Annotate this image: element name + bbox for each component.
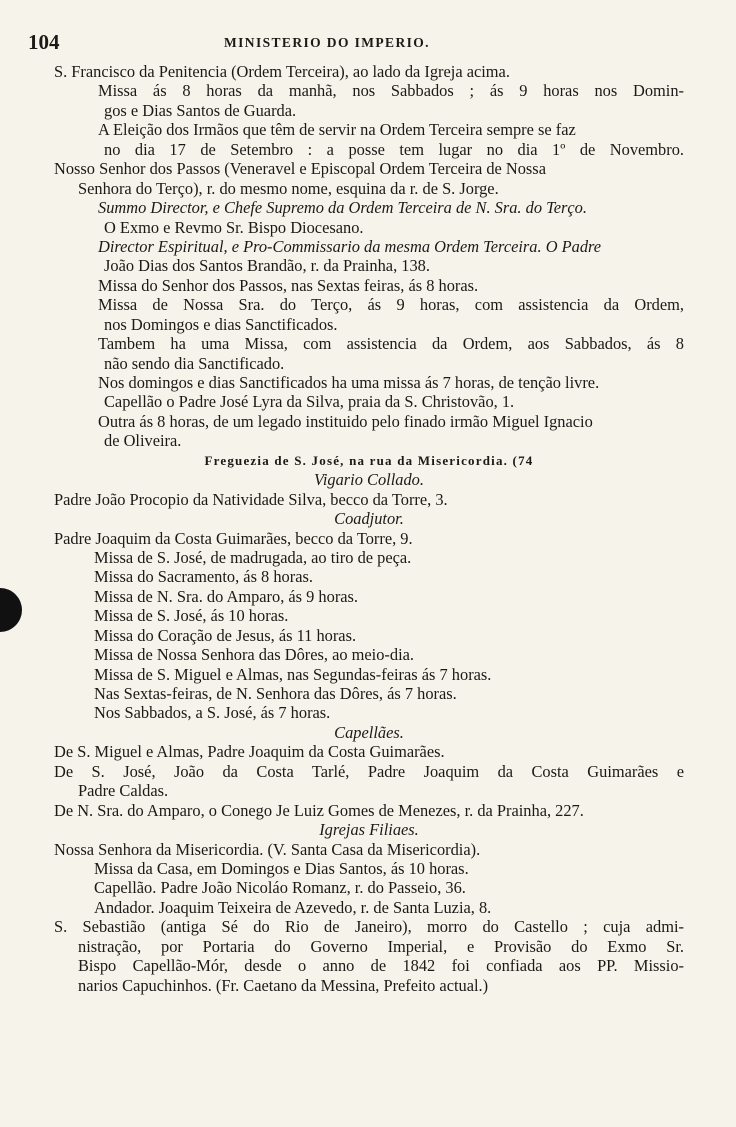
- text-line: Coadjutor.: [334, 509, 404, 529]
- text-line: Capellão. Padre João Nicoláo Romanz, r. do Passeio, 36.: [94, 878, 466, 898]
- text-line: Missa de Nossa Sra. do Terço, ás 9 horas, com assistencia da Ordem,: [98, 295, 684, 315]
- text-line: Missa do Senhor dos Passos, nas Sextas feiras, ás 8 horas.: [98, 275, 479, 295]
- text-line: narios Capuchinhos. (Fr. Caetano da Messina, Prefeito actual.): [78, 975, 489, 995]
- text-line: Missa de N. Sra. do Amparo, ás 9 horas.: [94, 586, 359, 606]
- text-line: nos Domingos e dias Sanctificados.: [104, 314, 338, 334]
- text-line: Missa do Sacramento, ás 8 horas.: [94, 567, 313, 587]
- text-line: Nas Sextas-feiras, de N. Senhora das Dôres, ás 7 horas.: [94, 684, 457, 703]
- text-line: Missa de S. José, ás 10 horas.: [94, 606, 289, 626]
- text-line: S. Sebastião (antiga Sé do Rio de Janeiro), morro do Castello ; cuja admi-: [54, 917, 684, 937]
- text-line: Bispo Capellão-Mór, desde o anno de 1842 foi confiada aos PP. Missio-: [78, 956, 684, 976]
- text-line: A Eleição dos Irmãos que têm de servir na Ordem Terceira sempre se faz: [98, 120, 576, 140]
- text-line: Missa de Nossa Senhora das Dôres, ao meio-dia.: [94, 645, 415, 665]
- text-line: Nosso Senhor dos Passos (Veneravel e Episcopal Ordem Terceira de Nossa: [54, 159, 546, 179]
- text-line: Padre Joaquim da Costa Guimarães, becco da Torre, 9.: [54, 528, 413, 548]
- text-line: Andador. Joaquim Teixeira de Azevedo, r. de Santa Luzia, 8.: [94, 897, 492, 917]
- text-line: nistração, por Portaria do Governo Imperial, e Provisão do Exmo Sr.: [78, 936, 684, 956]
- text-line: Senhora do Terço), r. do mesmo nome, esquina da r. de S. Jorge.: [78, 178, 499, 198]
- text-line: Missa da Casa, em Domingos e Dias Santos, ás 10 horas.: [94, 858, 469, 878]
- text-line: De N. Sra. do Amparo, o Conego Je Luiz Gomes de Menezes, r. da Prainha, 227.: [54, 800, 584, 820]
- page-number: 104: [28, 30, 60, 54]
- text-line: S. Francisco da Penitencia (Ordem Terceira), ao lado da Igreja acima.: [54, 62, 510, 81]
- page-text: [54, 62, 684, 995]
- text-line: Outra ás 8 horas, de um legado instituido pelo finado irmão Miguel Ignacio: [98, 411, 593, 431]
- text-line: João Dias dos Santos Brandão, r. da Prainha, 138.: [104, 256, 430, 276]
- text-line: no dia 17 de Setembro : a posse tem lugar no dia 1º de Novembro.: [104, 139, 684, 159]
- text-line: Igrejas Filiaes.: [319, 820, 419, 840]
- text-line: Capellães.: [334, 722, 404, 742]
- text-line: gos e Dias Santos de Guarda.: [104, 100, 297, 120]
- page-header: [28, 30, 668, 56]
- margin-ink-blot: [0, 588, 22, 632]
- text-line: Missa de S. José, de madrugada, ao tiro de peça.: [94, 547, 412, 567]
- running-title: MINISTERIO DO IMPERIO.: [224, 35, 430, 50]
- text-line: De S. José, João da Costa Tarlé, Padre Joaquim da Costa Guimarães e: [54, 761, 684, 781]
- text-line: Missa ás 8 horas da manhã, nos Sabbados ; ás 9 horas nos Domin-: [98, 81, 684, 101]
- text-line: Tambem ha uma Missa, com assistencia da Ordem, aos Sabbados, ás 8: [98, 334, 684, 354]
- text-line: Director Espiritual, e Pro-Commissario da mesma Ordem Terceira. O Padre: [98, 236, 602, 256]
- text-line: De S. Miguel e Almas, Padre Joaquim da Costa Guimarães.: [54, 742, 445, 762]
- text-line: Padre Caldas.: [78, 781, 169, 801]
- text-line: Padre João Procopio da Natividade Silva, becco da Torre, 3.: [54, 489, 448, 509]
- text-line: não sendo dia Sanctificado.: [104, 353, 285, 373]
- text-line: Vigario Collado.: [314, 470, 424, 490]
- text-line: Freguezia de S. José, na rua da Misericordia. (74: [204, 452, 534, 468]
- text-line: Nos domingos e dias Sanctificados ha uma missa ás 7 horas, de tenção livre.: [98, 373, 600, 392]
- text-line: Summo Director, e Chefe Supremo da Ordem Terceira de N. Sra. do Terço.: [98, 198, 587, 218]
- text-line: de Oliveira.: [104, 431, 182, 451]
- text-line: Nossa Senhora da Misericordia. (V. Santa Casa da Misericordia).: [54, 839, 481, 859]
- text-line: O Exmo e Revmo Sr. Bispo Diocesano.: [104, 217, 364, 237]
- text-line: Missa do Coração de Jesus, ás 11 horas.: [94, 625, 357, 645]
- text-line: Nos Sabbados, a S. José, ás 7 horas.: [94, 703, 331, 723]
- text-line: Missa de S. Miguel e Almas, nas Segundas-feiras ás 7 horas.: [94, 664, 492, 684]
- text-line: Capellão o Padre José Lyra da Silva, praia da S. Christovão, 1.: [104, 392, 515, 412]
